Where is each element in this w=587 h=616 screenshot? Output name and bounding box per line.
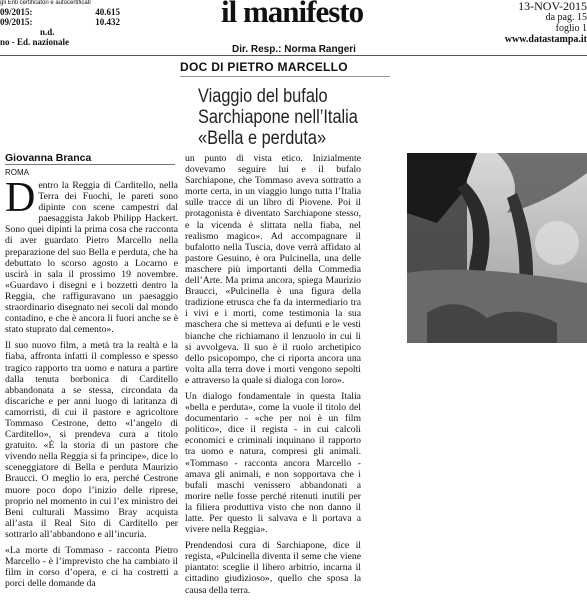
- page-number: da pag. 15: [545, 12, 587, 23]
- section-divider: [180, 76, 390, 77]
- certification-note: gli Enti certificatori e autocertificati: [0, 0, 91, 6]
- dateline-place: ROMA: [5, 168, 29, 177]
- diffusione-label: 09/2015:: [0, 17, 33, 27]
- paragraph: Il suo nuovo film, a metà tra la realtà e la fiaba, affronta infatti il complesso e spesso tragico rapporto tra uomo e natura a partire dalla tenuta borbonica di Carditello abbandonata a se stessa, circondata da discariche e per anni luogo di latitanza di camorristi, di cui il pastore e agricoltore Tommaso Cestrone, detto «l’angelo di Carditello», si prendeva cura a titolo gratuito. «È la storia di un pastore che vivendo nella Reggia si fa principe», dice lo sceneggiatore di Bella e perduta Maurizio Braucci. O meglio lo era, perché Cestrone muore poco dopo l’inizio delle riprese, proprio nel momento in cui l’ex ministro dei Beni culturali Massimo Bray acquista all’asta il Real Sito di Carditello per sottrarlo all’abbandono e all’incuria.: [5, 340, 178, 540]
- article-column-1: [5, 175, 178, 590]
- paragraph-text: entro la Reggia di Carditello, nella Terra dei Fuochi, le pareti sono dipinte con scene campestri dal paesaggista Jakob Philipp Hackert. Sono quei dipinti la prima cosa che racconta di aver guardato Pietro Marcello nella preparazione del suo Bella e perduta, che ha debuttato lo scorso agosto a Locarno e uscirà in sala il prossimo 19 novembre. «Guardavo i disegni e i bozzetti dentro la Reggia, che raffiguravano un paesaggio straordinario disegnato nei secoli dal mondo contadino, e che è ancora lì fuori anche se è stato stuprato dal cemento».: [5, 180, 178, 336]
- drop-cap: D: [5, 175, 36, 221]
- issue-date: 13-NOV-2015: [518, 0, 587, 13]
- header-left: [0, 0, 120, 47]
- paragraph: Prendendosi cura di Sarchiapone, dice il regista, «Pulcinella diventa il seme che viene piantato: sceglie il libero arbitrio, incarna il cittadino giudizioso», quello che sposa la causa della terra.: [185, 540, 361, 596]
- paragraph: un punto di vista etico. Inizialmente dovevamo seguire lui e il bufalo Sarchiapone, che Tommaso aveva sottratto a morte certa, in un viaggio lungo tutta l’Italia sulle tracce di un libro di Piovene. Poi il protagonista è diventato Sarchiapone stesso, e la vicenda è slittata nella fiaba, nel realismo magico». Ad accompagnare il bufalotto nella Tuscia, dove verrà affidato al pastore Gesuino, è ora Pulcinella, una delle maschere più importanti della Commedia dell’Arte. Ma prima ancora, spiega Maurizio Braucci, «Pulcinella è una figura della tradizione etrusca che fa da intermediario tra i vivi e i morti, come testimonia la sua maschera che si metteva ai defunti e le vesti bianche che richiamano il lenzuolo in cui li si avvolgeva. Il suo è il ruolo archetipico dello psicopompo, che ci riporta ancora una volta alla terra dove i morti vengono sepolti e attraverso la quale si dialoga con loro».: [185, 153, 361, 386]
- website: www.datastampa.it: [504, 34, 587, 45]
- header-divider: [0, 55, 587, 56]
- diffusione-value: 10.432: [95, 17, 120, 27]
- masthead: il manifesto: [221, 0, 364, 29]
- header-right: [477, 1, 587, 45]
- tirature-label: 09/2015:: [0, 7, 33, 17]
- article-column-2: [185, 153, 361, 596]
- director: Dir. Resp.: Norma Rangeri: [232, 44, 356, 55]
- tirature-row: [0, 7, 120, 17]
- section-label: DOC DI PIETRO MARCELLO: [180, 60, 348, 74]
- edizione: no - Ed. nazionale: [0, 37, 70, 47]
- paragraph: «La morte di Tommaso - racconta Pietro Marcello - è l’imprevisto che ha cambiato il film in corso d’opera, e ci ha costretti a porci delle domande da: [5, 545, 178, 590]
- lettori-value: n.d.: [40, 27, 55, 37]
- sheet-number: foglio 1: [555, 23, 587, 34]
- author-name: Giovanna Branca: [5, 152, 92, 164]
- diffusione-row: [0, 17, 120, 27]
- article-photo: [407, 153, 587, 343]
- paragraph: Un dialogo fondamentale in questa Italia «bella e perduta», come la vuole il titolo del documentario - «che per noi è un film politico», dice il regista - in cui calcoli economici e criminali inquinano il rapporto tra uomo e natura, compresi gli animali. «Tommaso - racconta ancora Marcello - amava gli animali, e non sopportava che i bufali maschi venissero abbandonati a morire nelle fosse perché ritenuti inutili per la filiera produttiva visto che non danno il latte. Per questo li salvava e li portava a vivere nella Reggia».: [185, 390, 361, 536]
- title-line: Sarchiapone nell’Italia: [198, 107, 358, 128]
- tirature-value: 40.615: [95, 7, 120, 17]
- author-divider: [5, 164, 175, 165]
- title-line: Viaggio del bufalo: [198, 86, 328, 107]
- title-line: «Bella e perduta»: [198, 128, 327, 149]
- paragraph: [5, 175, 178, 336]
- photo-illustration: [407, 153, 587, 343]
- article-title: [198, 86, 379, 149]
